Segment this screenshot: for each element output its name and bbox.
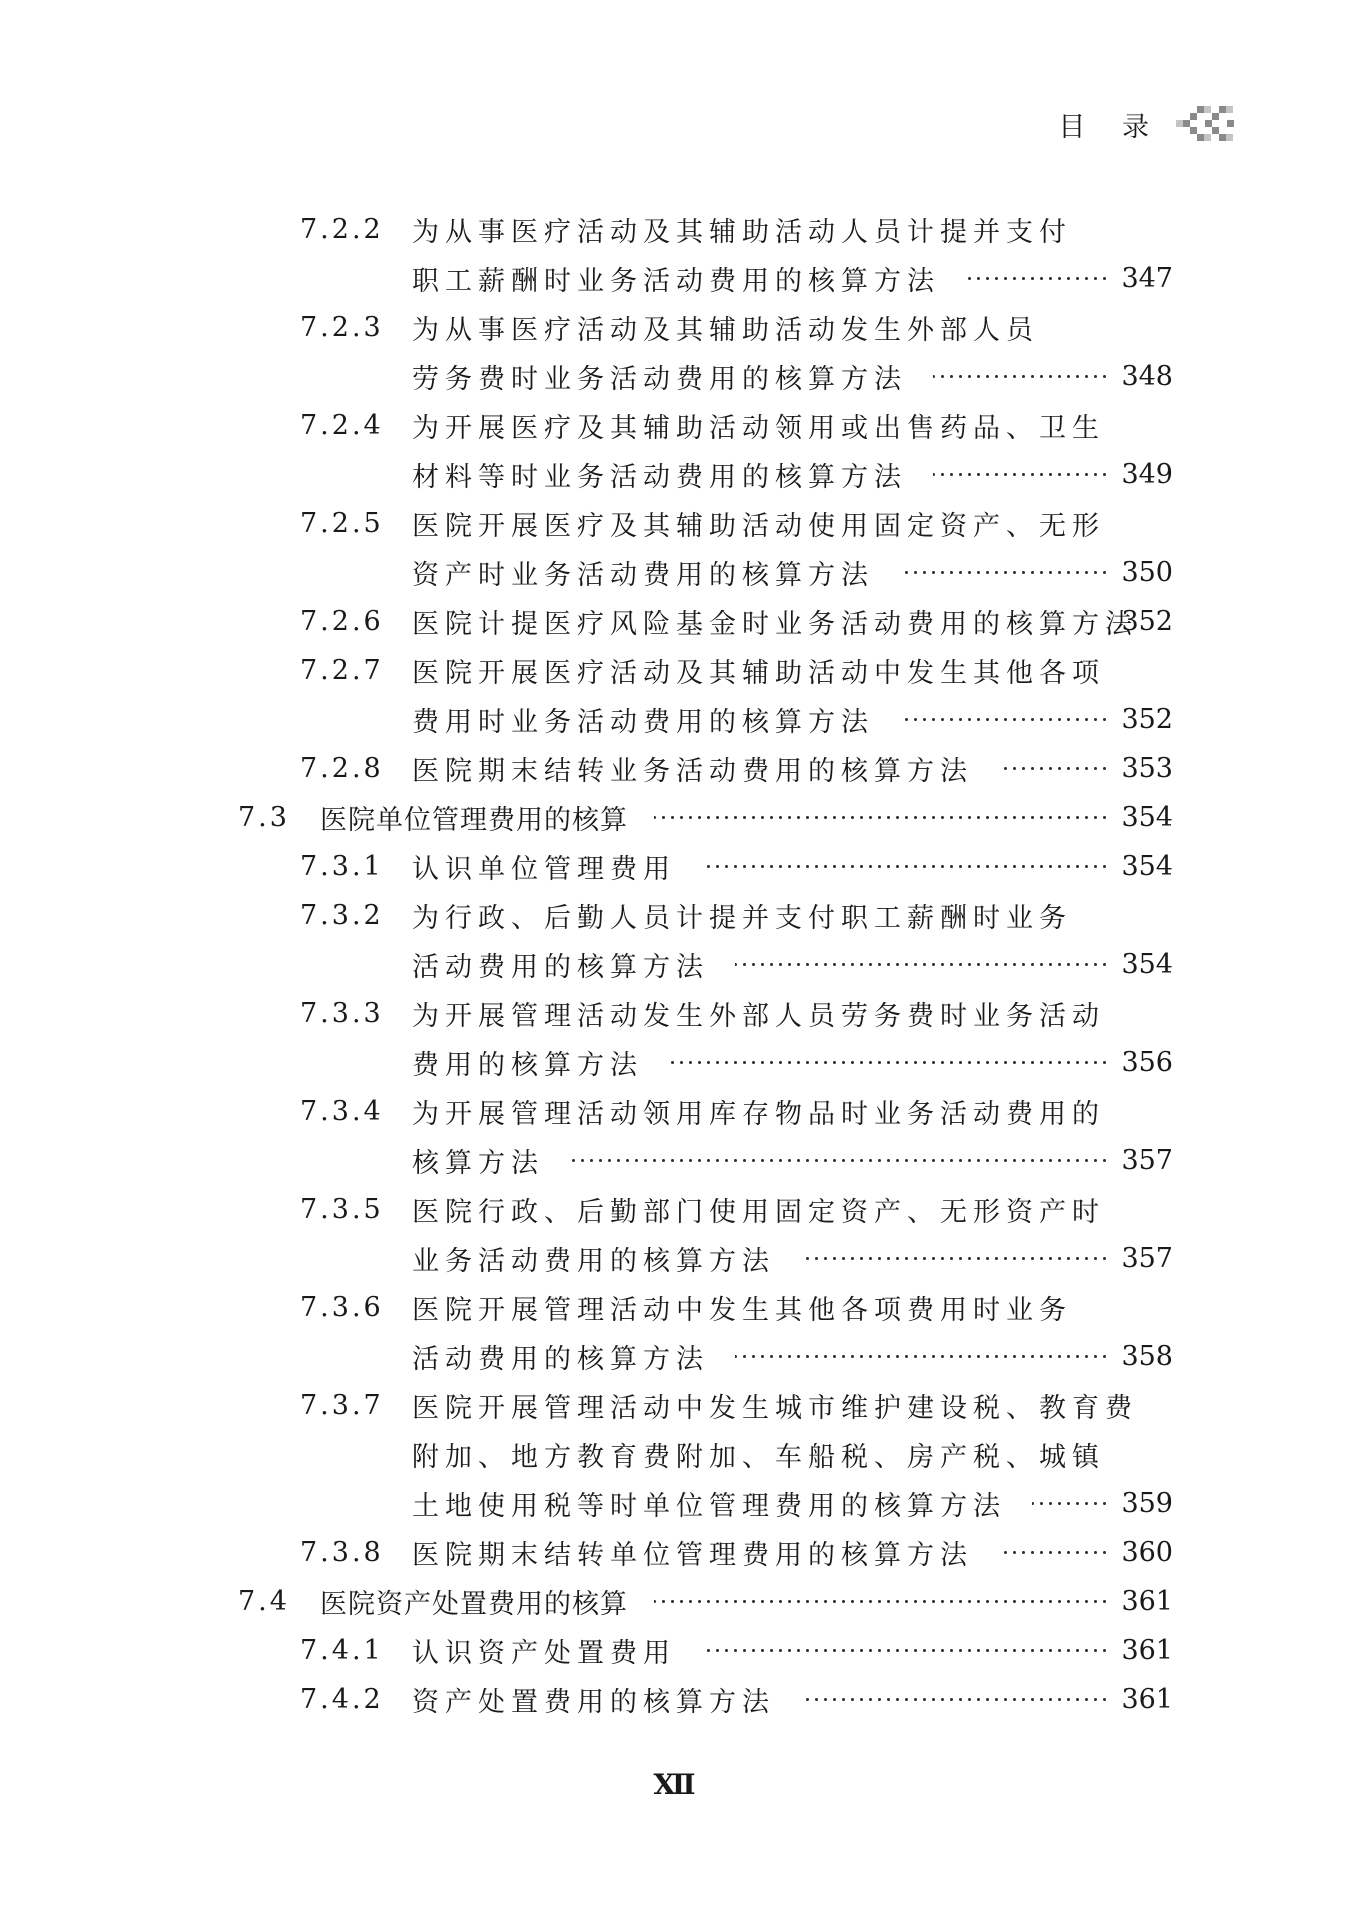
toc-entry-page: 359 [1121,1488,1173,1519]
toc-entry-line[interactable] [0,1430,1347,1479]
toc-entry-number: 7.3.8 [300,1537,384,1568]
toc-entry-title: 医院行政、后勤部门使用固定资产、无形资产时 [412,1197,1105,1228]
toc-entry-title: 资产处置费用的核算方法 [412,1687,775,1718]
toc-entry-title: 医院开展管理活动中发生城市维护建设税、教育费 [412,1393,1138,1424]
toc-entry-page: 352 [1121,704,1173,735]
toc-entry-line[interactable] [0,254,1347,303]
toc-entry-number: 7.4 [238,1586,290,1617]
dot-leader [933,450,1109,499]
toc-entry-page: 353 [1121,753,1173,784]
dot-leader [702,1626,1109,1675]
toc-entry-line[interactable] [0,1087,1347,1136]
toc-entry-title: 为开展管理活动领用库存物品时业务活动费用的 [412,1099,1105,1130]
toc-entry-page: 354 [1121,949,1173,980]
toc-entry-page: 347 [1121,263,1173,294]
toc-entry-line[interactable] [0,1136,1347,1185]
dot-leader [801,1675,1109,1724]
toc-entry-title: 医院开展管理活动中发生其他各项费用时业务 [412,1295,1072,1326]
toc-entry-title: 医院开展医疗活动及其辅助活动中发生其他各项 [412,658,1105,689]
dot-leader [570,1136,1109,1185]
running-header [1058,104,1241,144]
dot-leader [654,793,1109,842]
toc-entry-number: 7.3.3 [300,998,384,1029]
toc-entry-title: 医院资产处置费用的核算 [320,1589,628,1620]
dot-leader [654,1577,1109,1626]
dot-leader [966,254,1109,303]
toc-entry-title: 费用时业务活动费用的核算方法 [412,707,874,738]
toc-entry-line[interactable] [0,646,1347,695]
dot-leader [669,1038,1109,1087]
toc-entry-number: 7.3.5 [300,1194,384,1225]
toc-entry-title: 土地使用税等时单位管理费用的核算方法 [412,1491,1006,1522]
toc-entry-number: 7.4.2 [300,1684,384,1715]
toc-entry-line[interactable] [0,1479,1347,1528]
toc-entry-line[interactable] [0,303,1347,352]
toc-entry-number: 7.2.7 [300,655,384,686]
toc-entry-line[interactable] [0,597,1347,646]
header-title: 目 录 [1058,111,1163,143]
toc-entry-number: 7.3.1 [300,851,384,882]
toc-entry-title: 医院开展医疗及其辅助活动使用固定资产、无形 [412,511,1105,542]
toc-entry-title: 为从事医疗活动及其辅助活动发生外部人员 [412,315,1039,346]
toc-entry-line[interactable] [0,1185,1347,1234]
toc-entry-line[interactable] [0,1283,1347,1332]
toc-entry-number: 7.2.8 [300,753,384,784]
toc-entry-line[interactable] [0,695,1347,744]
toc-entry-line[interactable] [0,548,1347,597]
dot-leader [900,695,1109,744]
toc-entry-title: 医院单位管理费用的核算 [320,805,628,836]
dot-leader [801,1234,1109,1283]
toc-entry-page: 361 [1121,1635,1173,1666]
toc-entry-page: 356 [1121,1047,1173,1078]
toc-entry-line[interactable] [0,1626,1347,1675]
toc-entry-line[interactable] [0,842,1347,891]
toc-entry-page: 357 [1121,1243,1173,1274]
toc-entry-line[interactable] [0,499,1347,548]
toc-entry-line[interactable] [0,1577,1347,1626]
toc-entry-number: 7.3.4 [300,1096,384,1127]
toc-entry-line[interactable] [0,401,1347,450]
toc-entry-title: 劳务费时业务活动费用的核算方法 [412,364,907,395]
page-number: Ⅻ [653,1768,694,1801]
toc-entry-page: 352 [1121,606,1173,637]
toc-entry-number: 7.2.6 [300,606,384,637]
toc-entry-title: 职工薪酬时业务活动费用的核算方法 [412,266,940,297]
toc-entry-page: 350 [1121,557,1173,588]
toc-entry-line[interactable] [0,1381,1347,1430]
dot-leader [735,940,1109,989]
toc-entry-line[interactable] [0,352,1347,401]
toc-entry-number: 7.3 [238,802,290,833]
toc-entry-page: 349 [1121,459,1173,490]
toc-entry-title: 为行政、后勤人员计提并支付职工薪酬时业务 [412,903,1072,934]
toc-entry-title: 认识单位管理费用 [412,854,676,885]
toc-entry-title: 活动费用的核算方法 [412,1344,709,1375]
toc-entry-number: 7.3.7 [300,1390,384,1421]
dot-leader [1032,1479,1109,1528]
toc-entry-line[interactable] [0,1528,1347,1577]
toc-entry-title: 为从事医疗活动及其辅助活动人员计提并支付 [412,217,1072,248]
toc-entry-line[interactable] [0,450,1347,499]
toc-entry-number: 7.2.2 [300,214,384,245]
toc-entry-title: 附加、地方教育费附加、车船税、房产税、城镇 [412,1442,1105,1473]
double-chevron-left-icon [1171,104,1241,144]
toc-entry-line[interactable] [0,989,1347,1038]
toc-entry-title: 业务活动费用的核算方法 [412,1246,775,1277]
toc-entry-line[interactable] [0,1332,1347,1381]
toc-entry-line[interactable] [0,744,1347,793]
toc-entry-page: 348 [1121,361,1173,392]
toc-entry-page: 361 [1121,1586,1173,1617]
toc-entry-number: 7.2.5 [300,508,384,539]
toc-entry-page: 357 [1121,1145,1173,1176]
dot-leader [702,842,1109,891]
toc-entry-page: 360 [1121,1537,1173,1568]
toc-entry-title: 资产时业务活动费用的核算方法 [412,560,874,591]
toc-entry-page: 354 [1121,851,1173,882]
toc-entry-title: 医院期末结转单位管理费用的核算方法 [412,1540,973,1571]
toc-entry-title: 核算方法 [412,1148,544,1179]
toc-entry-number: 7.4.1 [300,1635,384,1666]
toc-entry-page: 361 [1121,1684,1173,1715]
dot-leader [999,744,1109,793]
toc-entry-title: 医院计提医疗风险基金时业务活动费用的核算方法 [412,609,1138,640]
toc-entry-title: 材料等时业务活动费用的核算方法 [412,462,907,493]
toc-entry-line[interactable] [0,891,1347,940]
toc-entry-line[interactable] [0,1234,1347,1283]
toc-entry-title: 为开展医疗及其辅助活动领用或出售药品、卫生 [412,413,1105,444]
dot-leader [900,548,1109,597]
toc-entry-number: 7.2.4 [300,410,384,441]
toc-entry-line[interactable] [0,793,1347,842]
toc-entry-line[interactable] [0,1038,1347,1087]
toc-entry-title: 活动费用的核算方法 [412,952,709,983]
toc-entry-page: 358 [1121,1341,1173,1372]
toc-entry-title: 医院期末结转业务活动费用的核算方法 [412,756,973,787]
toc-entry-page: 354 [1121,802,1173,833]
toc-entry-number: 7.3.2 [300,900,384,931]
toc-entry-line[interactable] [0,205,1347,254]
toc-entry-line[interactable] [0,940,1347,989]
dot-leader [735,1332,1109,1381]
toc-entry-title: 认识资产处置费用 [412,1638,676,1669]
toc-entry-number: 7.3.6 [300,1292,384,1323]
toc-entry-line[interactable] [0,1675,1347,1724]
toc-entry-number: 7.2.3 [300,312,384,343]
toc-entry-title: 费用的核算方法 [412,1050,643,1081]
dot-leader [933,352,1109,401]
dot-leader [999,1528,1109,1577]
toc-entry-title: 为开展管理活动发生外部人员劳务费时业务活动 [412,1001,1105,1032]
